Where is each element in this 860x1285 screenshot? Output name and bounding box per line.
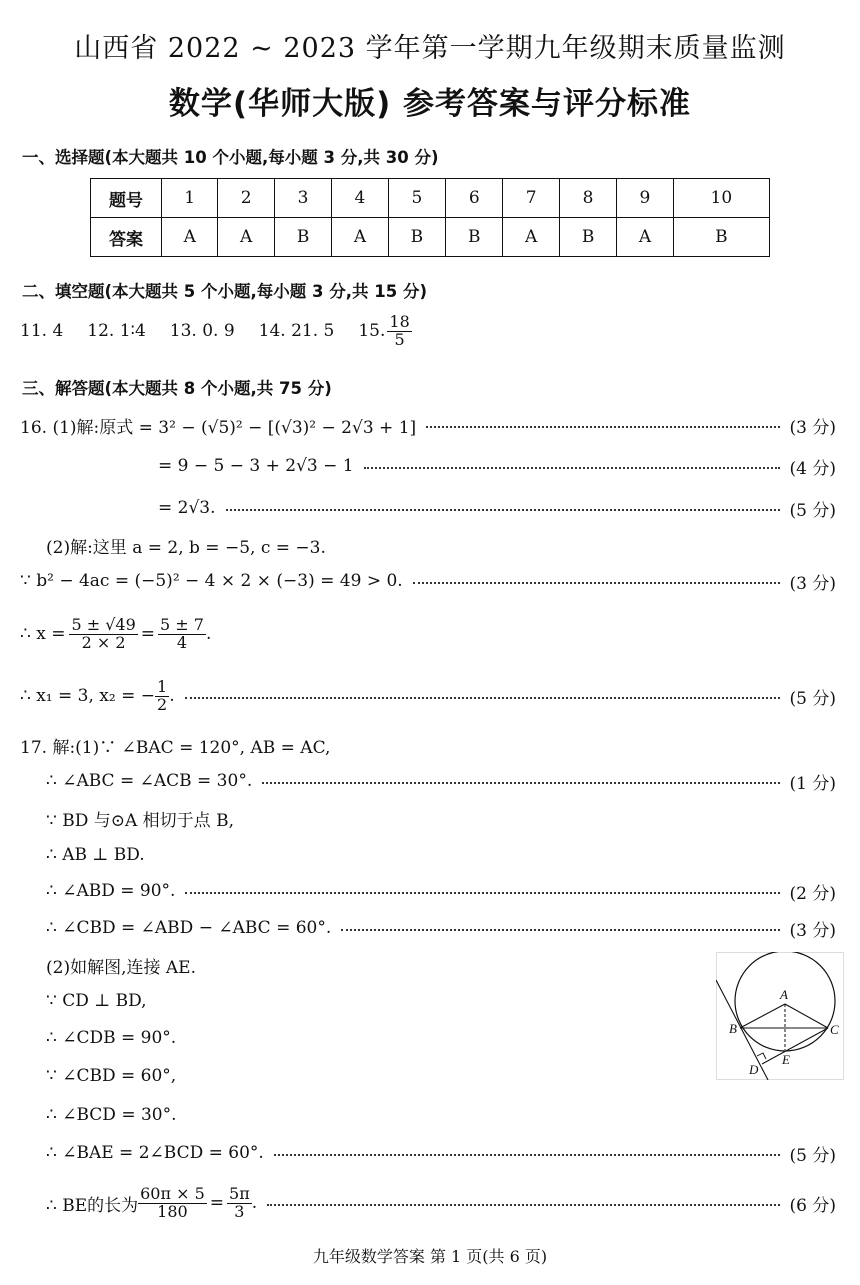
leader-dots [426,416,779,428]
solution-line: 16. (1)解:原式 = 3² − (√5)² − [(√3)² − 2√3 + 1] (3 分) [20,410,836,440]
solution-line: ∴ ∠CBD = ∠ABD − ∠ABC = 60°. (3 分) [46,913,836,943]
solution-line: ∵ BD 与⊙A 相切于点 B, [46,810,234,831]
score-note: (3 分) [789,417,836,438]
table-cell: A [617,218,673,257]
solution-line: ∴ BE的长为 $\frac{60\pi \times 5}{180}$ = $\frac{5\pi}{3}$ . (6 分) [46,1183,836,1221]
score-note: (6 分) [789,1195,836,1216]
leader-dots [185,882,779,894]
label-c: C [830,1022,839,1037]
leader-dots [341,919,779,931]
score-note: (3 分) [789,920,836,941]
fraction: $\frac{5 \pm √49}{2 \times 2}$ [71,614,136,652]
solution-line: = 9 − 5 − 3 + 2√3 − 1 (4 分) [158,451,836,481]
fill-in-answers [20,314,412,349]
solution-line: ∵ CD ⊥ BD, [46,991,147,1011]
fraction: $\frac{1}{2}$ [157,676,168,714]
answer-item: 15. [358,321,386,342]
solution-line: (2)解:这里 a = 2, b = −5, c = −3. [46,537,326,558]
label-d: D [749,1062,759,1077]
solution-line: ∵ b² − 4ac = (−5)² − 4 × 2 × (−3) = 49 > 0. (3 分) [20,566,836,596]
score-note: (5 分) [789,688,836,709]
solution-line: ∴ AB ⊥ BD. [46,845,145,865]
solution-line: = 2√3. (5 分) [158,493,836,523]
table-cell: A [218,218,274,257]
table-cell: 6 [446,179,503,218]
leader-dots [185,687,780,699]
exam-title: 山西省 2022 ~ 2023 学年第一学期九年级期末质量监测 [74,33,786,64]
label-b: B [729,1021,737,1036]
solution-line: ∴ ∠ABC = ∠ACB = 30°. (1 分) [46,766,836,796]
solution-line: ∴ ∠BCD = 30°. [46,1105,177,1125]
table-cell: B [388,218,445,257]
table-cell: 10 [673,179,769,218]
tangent-line-bd [716,980,768,1080]
table-row [91,179,770,218]
table-cell: 7 [503,179,559,218]
solution-line: ∴ ∠CDB = 90°. [46,1028,177,1048]
answer-item: 13. 0. 9 [169,321,235,342]
table-cell: B [274,218,331,257]
section2-heading: 二、填空题(本大题共 5 个小题,每小题 3 分,共 15 分) [22,282,428,301]
table-row-label: 答案 [91,218,162,257]
answer-item: 14. 21. 5 [258,321,335,342]
section1-heading: 一、选择题(本大题共 10 个小题,每小题 3 分,共 30 分) [22,148,439,167]
table-cell: 8 [559,179,616,218]
table-row [91,218,770,257]
table-row-label: 题号 [91,179,162,218]
answer-item: 11. 4 [20,321,64,342]
fraction: $\frac{60\pi \times 5}{180}$ [140,1183,205,1221]
solution-line: 17. 解:(1)∵ ∠BAC = 120°, AB = AC, [20,737,331,758]
leader-dots [226,499,780,511]
leader-dots [274,1144,780,1156]
table-cell: B [446,218,503,257]
solution-line: ∴ x₁ = 3, x₂ = − $\frac{1}{2}$ . (5 分) [20,676,836,714]
solution-line: ∴ ∠ABD = 90°. (2 分) [46,876,836,906]
leader-dots [267,1194,779,1206]
table-cell: B [559,218,616,257]
label-e: E [782,1052,790,1067]
table-cell: A [503,218,559,257]
score-note: (2 分) [789,883,836,904]
table-cell: B [673,218,769,257]
label-a: A [780,987,788,1002]
fraction: $\frac{5 \pm 7}{4}$ [160,614,204,652]
solution-line: (2)如解图,连接 AE. [46,957,196,978]
table-cell: 9 [617,179,673,218]
answer-item: 12. 1∶4 [87,321,146,342]
document-subtitle: 数学(华师大版) 参考答案与评分标准 [168,86,692,122]
fraction-numerator: 18 [389,312,410,331]
table-cell: A [332,218,388,257]
score-note: (5 分) [789,500,836,521]
page-footer: 九年级数学答案 第 1 页(共 6 页) [312,1247,548,1266]
table-cell: 5 [388,179,445,218]
solution-line: ∴ ∠BAE = 2∠BCD = 60°. (5 分) [46,1138,836,1168]
solution-line: ∵ ∠CBD = 60°, [46,1066,177,1086]
multiple-choice-answer-table [90,178,770,257]
table-cell: 4 [332,179,388,218]
score-note: (5 分) [789,1145,836,1166]
fraction-denominator: 5 [394,329,405,349]
fraction [387,314,411,349]
table-cell: 2 [218,179,274,218]
table-cell: 1 [162,179,218,218]
score-note: (3 分) [789,573,836,594]
leader-dots [262,772,779,784]
score-note: (1 分) [789,773,836,794]
section3-heading: 三、解答题(本大题共 8 个小题,共 75 分) [22,379,332,398]
solution-line: ∴ x = $\frac{5 \pm √49}{2 \times 2}$ = $\frac{5 \pm 7}{4}$ . [20,614,212,652]
score-note: (4 分) [789,458,836,479]
leader-dots [364,457,780,469]
geometry-figure [716,952,844,1080]
fraction: $\frac{5\pi}{3}$ [229,1183,250,1221]
table-cell: 3 [274,179,331,218]
table-cell: A [162,218,218,257]
leader-dots [413,572,780,584]
